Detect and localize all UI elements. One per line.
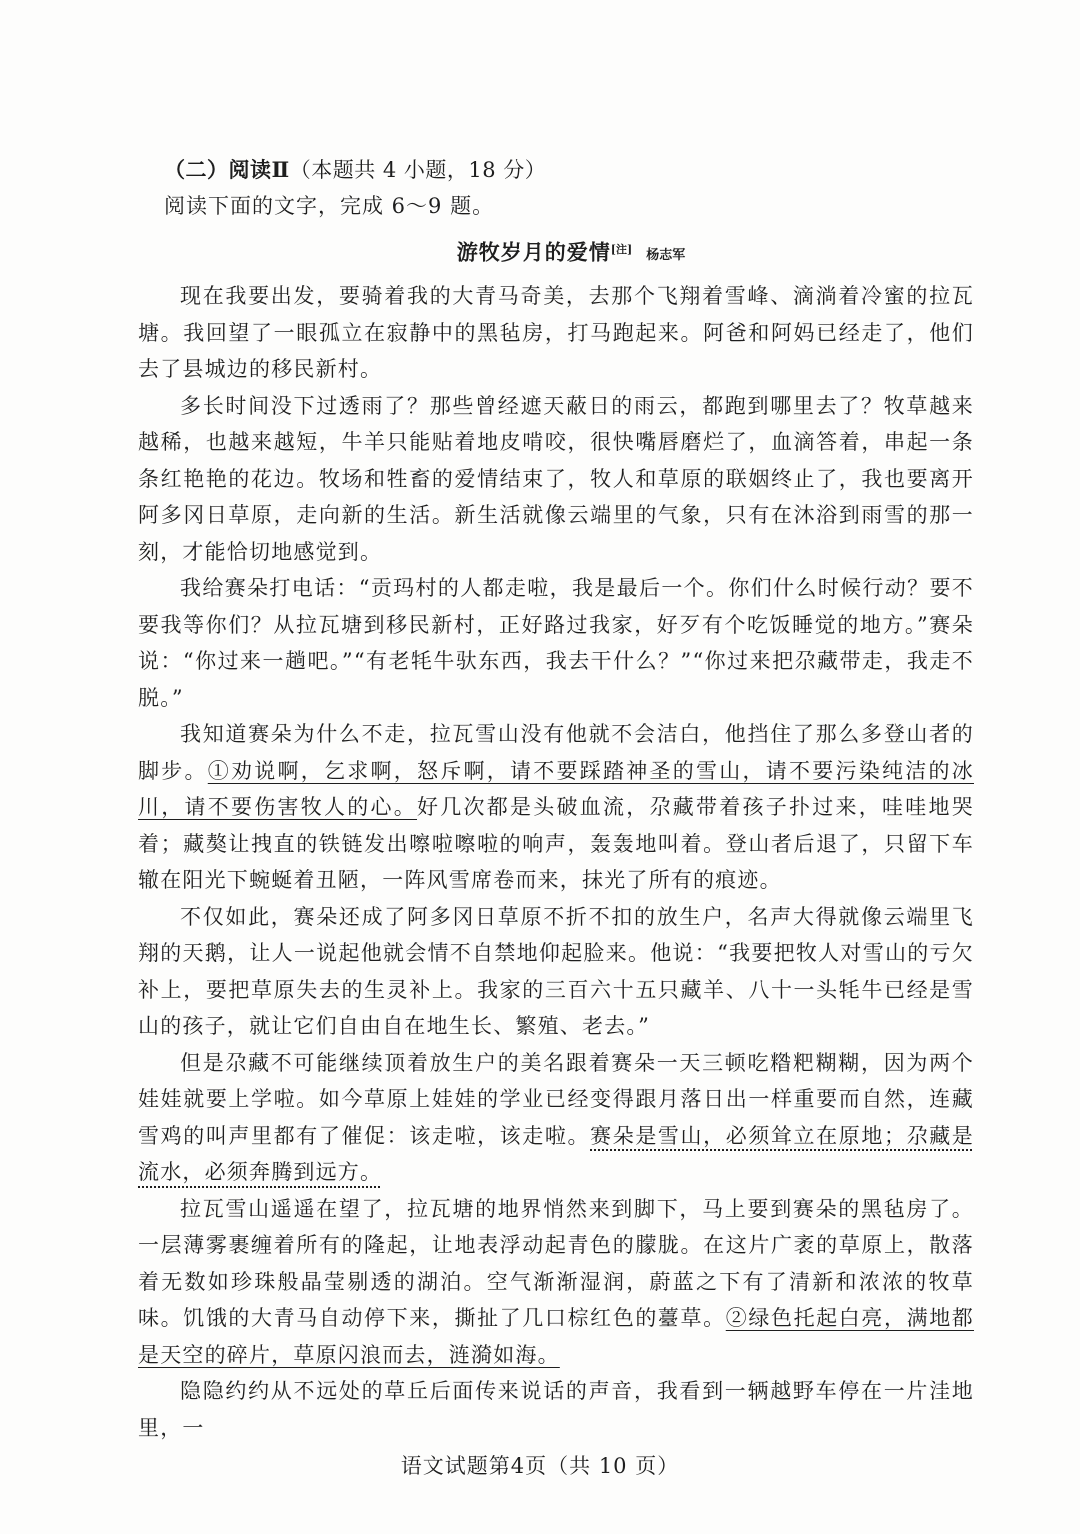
underlined-sentence-2: ②绿色托起白亮，满地都是天空的碎片，草原闪浪而去，涟漪如海。 [138, 1306, 975, 1367]
section-heading-sub: （本题共 4 小题，18 分） [289, 158, 547, 182]
paragraph-3: 我给赛朵打电话：“贡玛村的人都走啦，我是最后一个。你们什么时候行动？要不要我等你们？从拉瓦塘到移民新村，正好路过我家，好歹有个吃饭睡觉的地方。”赛朵说：“你过来一趟吧。”“有老牦牛驮东西，我去干什么？”“你过来把尕藏带走，我走不脱。” [138, 576, 974, 710]
paragraph-1: 现在我要出发，要骑着我的大青马奇美，去那个飞翔着雪峰、滴淌着冷蜜的拉瓦塘。我回望了一眼孤立在寂静中的黑毡房，打马跑起来。阿爸和阿妈已经走了，他们去了县城边的移民新村。 [138, 284, 974, 382]
paragraph-7 [138, 1191, 974, 1374]
page-content [138, 152, 974, 1446]
paragraph-2: 多长时间没下过透雨了？那些曾经遮天蔽日的雨云，都跑到哪里去了？牧草越来越稀，也越来越短，牛羊只能贴着地皮啃咬，很快嘴唇磨烂了，血滴答着，串起一条条红艳艳的花边。牧场和牲畜的爱情结束了，牧人和草原的联姻终止了，我也要离开阿多冈日草原，走向新的生活。新生活就像云端里的气象，只有在沐浴到雨雪的那一刻，才能恰切地感觉到。 [138, 393, 974, 564]
paragraph-8: 隐隐约约从不远处的草丘后面传来说话的声音，我看到一辆越野车停在一片洼地里，一 [138, 1379, 974, 1440]
article-author: 杨志军 [646, 248, 686, 264]
article-title-line [138, 232, 974, 274]
reading-instruction: 阅读下面的文字，完成 6～9 题。 [164, 194, 495, 218]
paragraph-7-lead: 拉瓦雪山遥遥在望了，拉瓦塘的地界悄然来到脚下，马上要到赛朵的黑毡房了。一层薄雾裹缠着所有的隆起，让地表浮动起青色的朦胧。在这片广袤的草原上，散落着无数如珍珠般晶莹剔透的湖泊。空气渐渐湿润，蔚蓝之下有了清新和浓浓的牧草味。饥饿的大青马自动停下来，撕扯了几口棕红色的薹草。 [138, 1196, 974, 1331]
section-heading [138, 152, 974, 188]
page-footer: 语文试题第4页（共 10 页） [400, 1454, 680, 1478]
paragraph-6-lead: 但是尕藏不可能继续顶着放生户的美名跟着赛朵一天三顿吃糌粑糊糊，因为两个娃娃就要上学啦。如今草原上娃娃的学业已经变得跟月落日出一样重要而自然，连藏雪鸡的叫声里都有了催促：该走啦，该走啦。 [138, 1050, 974, 1148]
article-title: 游牧岁月的爱情 [456, 239, 611, 265]
paragraph-5: 不仅如此，赛朵还成了阿多冈日草原不折不扣的放生户，名声大得就像云端里飞翔的天鹅，让人一说起他就会情不自禁地仰起脸来。他说：“我要把牧人对雪山的亏欠补上，要把草原失去的生灵补上。我家的三百六十五只藏羊、八十一头牦牛已经是雪山的孩子，就让它们自由自在地生长、繁殖、老去。” [138, 904, 974, 1039]
dotted-emphasis-sentence: 赛朵是雪山，必须耸立在原地；尕藏是流水，必须奔腾到远方。 [138, 1123, 974, 1185]
section-heading-label: （二）阅读Ⅱ [164, 157, 290, 182]
underlined-sentence-1: ①劝说啊，乞求啊，怒斥啊，请不要踩踏神圣的雪山，请不要污染纯洁的冰川，请不要伤害牧人的心。 [138, 758, 974, 820]
paragraph-4-lead: 我知道赛朵为什么不走，拉瓦雪山没有他就不会洁白，他挡住了那么多登山者的脚步。 [138, 722, 974, 783]
paragraph-6 [138, 1045, 974, 1191]
paragraph-4 [138, 716, 974, 899]
paragraph-4-rest: 好几次都是头破血流，尕藏带着孩子扑过来，哇哇地哭着；藏獒让拽直的铁链发出嚓啦嚓啦的响声，轰轰地叫着。登山者后退了，只留下车辙在阳光下蜿蜒着丑陋，一阵风雪席卷而来，抹光了所有的痕迹。 [138, 795, 974, 893]
article-note-mark: [注] [610, 243, 633, 256]
